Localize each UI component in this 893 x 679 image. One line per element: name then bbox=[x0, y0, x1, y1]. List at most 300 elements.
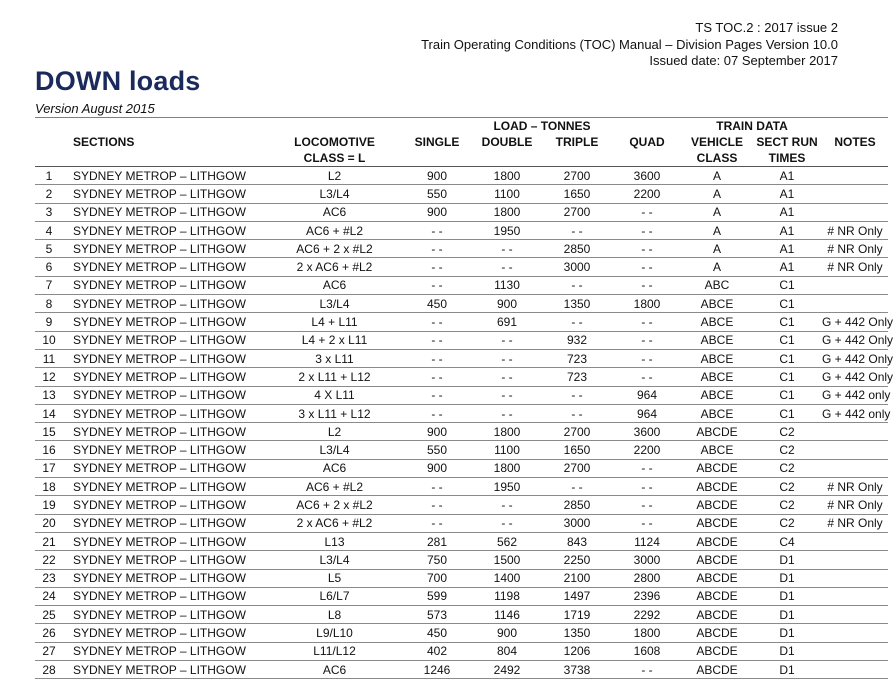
locomotive-class-cell: AC6 bbox=[267, 459, 402, 477]
section-cell: SYDNEY METROP – LITHGOW bbox=[67, 642, 267, 660]
locomotive-class-cell: 2 x AC6 + #L2 bbox=[267, 514, 402, 532]
section-cell: SYDNEY METROP – LITHGOW bbox=[67, 368, 267, 386]
section-cell: SYDNEY METROP – LITHGOW bbox=[67, 606, 267, 624]
quad-load-cell: 1124 bbox=[612, 532, 682, 550]
section-cell: SYDNEY METROP – LITHGOW bbox=[67, 624, 267, 642]
row-number-cell: 6 bbox=[35, 258, 67, 276]
row-number-cell: 24 bbox=[35, 587, 67, 605]
sect-run-time-cell: C1 bbox=[752, 313, 822, 331]
sect-run-time-cell: A1 bbox=[752, 203, 822, 221]
locomotive-class-cell: AC6 + #L2 bbox=[267, 478, 402, 496]
table-row bbox=[35, 404, 888, 422]
notes-cell bbox=[822, 185, 888, 203]
double-load-cell: 900 bbox=[472, 624, 542, 642]
quad-load-cell: 964 bbox=[612, 404, 682, 422]
triple-load-cell: 2700 bbox=[542, 423, 612, 441]
vehicle-class-cell: ABCDE bbox=[682, 551, 752, 569]
row-number-cell: 19 bbox=[35, 496, 67, 514]
sect-times-header: TIMES bbox=[752, 150, 822, 167]
table-row bbox=[35, 569, 888, 587]
table-row bbox=[35, 642, 888, 660]
quad-load-cell: - - bbox=[612, 514, 682, 532]
locomotive-class-cell: AC6 bbox=[267, 203, 402, 221]
document-header bbox=[421, 20, 838, 70]
row-number-cell: 26 bbox=[35, 624, 67, 642]
locomotive-class-cell: L4 + L11 bbox=[267, 313, 402, 331]
quad-load-cell: - - bbox=[612, 221, 682, 239]
double-load-cell: 1950 bbox=[472, 478, 542, 496]
single-load-cell: 550 bbox=[402, 185, 472, 203]
double-load-cell: 1500 bbox=[472, 551, 542, 569]
single-load-cell: 900 bbox=[402, 459, 472, 477]
table-row bbox=[35, 478, 888, 496]
section-cell: SYDNEY METROP – LITHGOW bbox=[67, 331, 267, 349]
vehicle-class-cell: ABCE bbox=[682, 441, 752, 459]
sect-run-time-cell: D1 bbox=[752, 624, 822, 642]
vehicle-class-cell: A bbox=[682, 240, 752, 258]
table-row bbox=[35, 368, 888, 386]
row-number-cell: 9 bbox=[35, 313, 67, 331]
table-row bbox=[35, 587, 888, 605]
notes-cell bbox=[822, 569, 888, 587]
row-number-cell: 27 bbox=[35, 642, 67, 660]
section-cell: SYDNEY METROP – LITHGOW bbox=[67, 404, 267, 422]
double-load-cell: 900 bbox=[472, 295, 542, 313]
notes-cell: # NR Only bbox=[822, 221, 888, 239]
sect-run-time-cell: C2 bbox=[752, 514, 822, 532]
notes-cell: # NR Only bbox=[822, 240, 888, 258]
quad-load-cell: 2800 bbox=[612, 569, 682, 587]
vehicle-class-cell: ABCDE bbox=[682, 624, 752, 642]
single-load-cell: 1246 bbox=[402, 661, 472, 679]
quad-load-cell: 2396 bbox=[612, 587, 682, 605]
vehicle-class-cell: ABCDE bbox=[682, 496, 752, 514]
table-row bbox=[35, 221, 888, 239]
sect-run-time-cell: C1 bbox=[752, 386, 822, 404]
double-load-cell: 1950 bbox=[472, 221, 542, 239]
vehicle-class-cell: A bbox=[682, 185, 752, 203]
row-number-cell: 14 bbox=[35, 404, 67, 422]
double-load-cell: - - bbox=[472, 331, 542, 349]
double-load-cell: 1800 bbox=[472, 203, 542, 221]
quad-load-cell: - - bbox=[612, 349, 682, 367]
quad-load-cell: - - bbox=[612, 496, 682, 514]
vehicle-header: VEHICLE bbox=[690, 135, 743, 149]
section-cell: SYDNEY METROP – LITHGOW bbox=[67, 258, 267, 276]
table-row bbox=[35, 313, 888, 331]
train-data-header: TRAIN DATA bbox=[682, 118, 822, 135]
row-number-cell: 13 bbox=[35, 386, 67, 404]
sect-run-time-cell: C1 bbox=[752, 295, 822, 313]
vehicle-class-header: CLASS bbox=[682, 150, 752, 167]
double-load-cell: - - bbox=[472, 240, 542, 258]
triple-load-cell: 2700 bbox=[542, 459, 612, 477]
double-load-cell: 1100 bbox=[472, 441, 542, 459]
notes-cell: # NR Only bbox=[822, 478, 888, 496]
load-tonnes-header: LOAD – TONNES bbox=[402, 118, 682, 135]
table-row bbox=[35, 386, 888, 404]
triple-load-cell: 723 bbox=[542, 368, 612, 386]
sect-run-time-cell: C1 bbox=[752, 368, 822, 386]
table-row bbox=[35, 295, 888, 313]
manual-title: Train Operating Conditions (TOC) Manual – Division Pages Version 10.0 bbox=[421, 36, 838, 52]
triple-load-cell: - - bbox=[542, 478, 612, 496]
locomotive-class-cell: AC6 bbox=[267, 661, 402, 679]
notes-cell bbox=[822, 295, 888, 313]
vehicle-class-cell: ABCDE bbox=[682, 569, 752, 587]
row-number-cell: 8 bbox=[35, 295, 67, 313]
triple-load-cell: 932 bbox=[542, 331, 612, 349]
sect-run-time-cell: A1 bbox=[752, 240, 822, 258]
notes-cell: G + 442 Only bbox=[822, 331, 888, 349]
sections-header: SECTIONS bbox=[73, 135, 135, 149]
double-load-cell: - - bbox=[472, 368, 542, 386]
table-row bbox=[35, 459, 888, 477]
single-load-cell: - - bbox=[402, 258, 472, 276]
double-load-cell: 1100 bbox=[472, 185, 542, 203]
vehicle-class-cell: A bbox=[682, 258, 752, 276]
section-cell: SYDNEY METROP – LITHGOW bbox=[67, 185, 267, 203]
table-row bbox=[35, 423, 888, 441]
locomotive-class-cell: L6/L7 bbox=[267, 587, 402, 605]
triple-load-cell: 1650 bbox=[542, 185, 612, 203]
sect-run-time-cell: C2 bbox=[752, 496, 822, 514]
locomotive-class-cell: 3 x L11 bbox=[267, 349, 402, 367]
single-load-cell: 402 bbox=[402, 642, 472, 660]
locomotive-class-cell: L11/L12 bbox=[267, 642, 402, 660]
sect-run-time-cell: D1 bbox=[752, 587, 822, 605]
single-load-cell: - - bbox=[402, 221, 472, 239]
quad-load-cell: - - bbox=[612, 203, 682, 221]
quad-header: QUAD bbox=[629, 135, 665, 149]
single-load-cell: - - bbox=[402, 313, 472, 331]
notes-cell: G + 442 Only bbox=[822, 368, 888, 386]
locomotive-class-cell: L9/L10 bbox=[267, 624, 402, 642]
section-cell: SYDNEY METROP – LITHGOW bbox=[67, 514, 267, 532]
sect-run-time-cell: C1 bbox=[752, 349, 822, 367]
triple-load-cell: - - bbox=[542, 276, 612, 294]
single-load-cell: - - bbox=[402, 240, 472, 258]
sect-run-time-cell: C2 bbox=[752, 459, 822, 477]
vehicle-class-cell: ABC bbox=[682, 276, 752, 294]
vehicle-class-cell: ABCE bbox=[682, 349, 752, 367]
section-cell: SYDNEY METROP – LITHGOW bbox=[67, 386, 267, 404]
double-load-cell: - - bbox=[472, 258, 542, 276]
triple-load-cell: 2700 bbox=[542, 203, 612, 221]
locomotive-header: LOCOMOTIVE bbox=[294, 135, 375, 149]
single-load-cell: 450 bbox=[402, 624, 472, 642]
single-load-cell: 700 bbox=[402, 569, 472, 587]
single-load-cell: - - bbox=[402, 386, 472, 404]
single-load-cell: 281 bbox=[402, 532, 472, 550]
notes-cell: # NR Only bbox=[822, 514, 888, 532]
row-number-cell: 20 bbox=[35, 514, 67, 532]
single-load-cell: - - bbox=[402, 514, 472, 532]
sect-run-time-cell: A1 bbox=[752, 221, 822, 239]
double-load-cell: - - bbox=[472, 404, 542, 422]
sect-run-time-cell: C2 bbox=[752, 423, 822, 441]
locomotive-class-cell: 2 x L11 + L12 bbox=[267, 368, 402, 386]
single-load-cell: 573 bbox=[402, 606, 472, 624]
loads-table bbox=[35, 117, 893, 679]
issued-date: Issued date: 07 September 2017 bbox=[649, 53, 838, 68]
section-cell: SYDNEY METROP – LITHGOW bbox=[67, 276, 267, 294]
double-load-cell: 1800 bbox=[472, 423, 542, 441]
row-number-cell: 25 bbox=[35, 606, 67, 624]
sect-run-time-cell: C2 bbox=[752, 441, 822, 459]
quad-load-cell: 2200 bbox=[612, 441, 682, 459]
single-load-cell: 900 bbox=[402, 203, 472, 221]
sect-run-time-cell: C4 bbox=[752, 532, 822, 550]
locomotive-class-cell: 3 x L11 + L12 bbox=[267, 404, 402, 422]
quad-load-cell: - - bbox=[612, 661, 682, 679]
row-number-cell: 7 bbox=[35, 276, 67, 294]
table-row bbox=[35, 606, 888, 624]
locomotive-class-cell: AC6 + #L2 bbox=[267, 221, 402, 239]
row-number-cell: 18 bbox=[35, 478, 67, 496]
table-body bbox=[35, 167, 893, 679]
locomotive-class-cell: L5 bbox=[267, 569, 402, 587]
triple-load-cell: 1719 bbox=[542, 606, 612, 624]
notes-cell bbox=[822, 167, 888, 185]
notes-cell bbox=[822, 661, 888, 679]
triple-load-cell: - - bbox=[542, 386, 612, 404]
notes-cell: G + 442 only bbox=[822, 386, 888, 404]
section-cell: SYDNEY METROP – LITHGOW bbox=[67, 532, 267, 550]
row-number-cell: 22 bbox=[35, 551, 67, 569]
vehicle-class-cell: ABCDE bbox=[682, 514, 752, 532]
table-row bbox=[35, 167, 888, 185]
section-cell: SYDNEY METROP – LITHGOW bbox=[67, 587, 267, 605]
section-cell: SYDNEY METROP – LITHGOW bbox=[67, 203, 267, 221]
section-cell: SYDNEY METROP – LITHGOW bbox=[67, 441, 267, 459]
double-load-cell: 1400 bbox=[472, 569, 542, 587]
row-number-cell: 4 bbox=[35, 221, 67, 239]
locomotive-class-cell: L2 bbox=[267, 423, 402, 441]
single-load-cell: 900 bbox=[402, 167, 472, 185]
quad-load-cell: 1608 bbox=[612, 642, 682, 660]
row-number-cell: 21 bbox=[35, 532, 67, 550]
quad-load-cell: - - bbox=[612, 478, 682, 496]
vehicle-class-cell: ABCE bbox=[682, 295, 752, 313]
triple-load-cell: - - bbox=[542, 404, 612, 422]
section-cell: SYDNEY METROP – LITHGOW bbox=[67, 295, 267, 313]
notes-cell bbox=[822, 606, 888, 624]
row-number-cell: 5 bbox=[35, 240, 67, 258]
sect-run-time-cell: A1 bbox=[752, 167, 822, 185]
double-load-cell: 562 bbox=[472, 532, 542, 550]
section-cell: SYDNEY METROP – LITHGOW bbox=[67, 167, 267, 185]
triple-load-cell: 2250 bbox=[542, 551, 612, 569]
quad-load-cell: 3600 bbox=[612, 423, 682, 441]
quad-load-cell: - - bbox=[612, 276, 682, 294]
sect-run-time-cell: D1 bbox=[752, 606, 822, 624]
triple-load-cell: 843 bbox=[542, 532, 612, 550]
sect-run-time-cell: D1 bbox=[752, 661, 822, 679]
page-title: DOWN loads bbox=[35, 66, 201, 96]
sect-run-header: SECT RUN bbox=[756, 135, 818, 149]
notes-cell bbox=[822, 624, 888, 642]
table-row bbox=[35, 624, 888, 642]
locomotive-class-cell: L8 bbox=[267, 606, 402, 624]
sect-run-time-cell: A1 bbox=[752, 258, 822, 276]
quad-load-cell: - - bbox=[612, 313, 682, 331]
single-load-cell: - - bbox=[402, 496, 472, 514]
sect-run-time-cell: D1 bbox=[752, 551, 822, 569]
row-number-cell: 12 bbox=[35, 368, 67, 386]
notes-cell: # NR Only bbox=[822, 258, 888, 276]
row-number-cell: 2 bbox=[35, 185, 67, 203]
row-number-cell: 17 bbox=[35, 459, 67, 477]
locomotive-class-header: CLASS = L bbox=[267, 150, 402, 167]
locomotive-class-cell: L3/L4 bbox=[267, 441, 402, 459]
table-row bbox=[35, 185, 888, 203]
double-load-cell: 804 bbox=[472, 642, 542, 660]
vehicle-class-cell: ABCDE bbox=[682, 423, 752, 441]
table-row bbox=[35, 276, 888, 294]
notes-header: NOTES bbox=[834, 135, 876, 149]
row-number-cell: 16 bbox=[35, 441, 67, 459]
table-row bbox=[35, 258, 888, 276]
notes-cell bbox=[822, 551, 888, 569]
single-load-cell: 900 bbox=[402, 423, 472, 441]
column-header-row-2 bbox=[35, 150, 888, 167]
section-cell: SYDNEY METROP – LITHGOW bbox=[67, 221, 267, 239]
quad-load-cell: 3600 bbox=[612, 167, 682, 185]
single-load-cell: 450 bbox=[402, 295, 472, 313]
sect-run-time-cell: A1 bbox=[752, 185, 822, 203]
double-load-cell: - - bbox=[472, 386, 542, 404]
column-header-row bbox=[35, 134, 888, 150]
vehicle-class-cell: ABCE bbox=[682, 331, 752, 349]
notes-cell bbox=[822, 532, 888, 550]
locomotive-class-cell: L4 + 2 x L11 bbox=[267, 331, 402, 349]
quad-load-cell: 2200 bbox=[612, 185, 682, 203]
triple-load-cell: 2850 bbox=[542, 496, 612, 514]
sect-run-time-cell: C1 bbox=[752, 276, 822, 294]
double-load-cell: 1130 bbox=[472, 276, 542, 294]
triple-load-cell: 3738 bbox=[542, 661, 612, 679]
double-load-cell: 1800 bbox=[472, 167, 542, 185]
locomotive-class-cell: AC6 + 2 x #L2 bbox=[267, 240, 402, 258]
triple-load-cell: - - bbox=[542, 221, 612, 239]
double-load-cell: 691 bbox=[472, 313, 542, 331]
vehicle-class-cell: ABCDE bbox=[682, 587, 752, 605]
vehicle-class-cell: A bbox=[682, 203, 752, 221]
sect-run-time-cell: C1 bbox=[752, 331, 822, 349]
table-row bbox=[35, 441, 888, 459]
double-load-cell: 2492 bbox=[472, 661, 542, 679]
double-load-cell: - - bbox=[472, 349, 542, 367]
quad-load-cell: 964 bbox=[612, 386, 682, 404]
triple-load-cell: 1206 bbox=[542, 642, 612, 660]
vehicle-class-cell: ABCDE bbox=[682, 478, 752, 496]
section-cell: SYDNEY METROP – LITHGOW bbox=[67, 313, 267, 331]
table-row bbox=[35, 532, 888, 550]
quad-load-cell: 3000 bbox=[612, 551, 682, 569]
section-cell: SYDNEY METROP – LITHGOW bbox=[67, 569, 267, 587]
section-cell: SYDNEY METROP – LITHGOW bbox=[67, 551, 267, 569]
single-load-cell: 750 bbox=[402, 551, 472, 569]
row-number-cell: 23 bbox=[35, 569, 67, 587]
vehicle-class-cell: ABCDE bbox=[682, 532, 752, 550]
single-load-cell: - - bbox=[402, 368, 472, 386]
double-load-cell: - - bbox=[472, 496, 542, 514]
section-cell: SYDNEY METROP – LITHGOW bbox=[67, 459, 267, 477]
sect-run-time-cell: D1 bbox=[752, 569, 822, 587]
table-row bbox=[35, 349, 888, 367]
group-header-row bbox=[35, 118, 888, 135]
notes-cell bbox=[822, 423, 888, 441]
triple-load-cell: 1350 bbox=[542, 624, 612, 642]
table-row bbox=[35, 331, 888, 349]
notes-cell: G + 442 Only bbox=[822, 313, 888, 331]
single-load-cell: - - bbox=[402, 331, 472, 349]
locomotive-class-cell: L2 bbox=[267, 167, 402, 185]
notes-cell: # NR Only bbox=[822, 496, 888, 514]
section-cell: SYDNEY METROP – LITHGOW bbox=[67, 349, 267, 367]
section-cell: SYDNEY METROP – LITHGOW bbox=[67, 240, 267, 258]
quad-load-cell: - - bbox=[612, 331, 682, 349]
quad-load-cell: 2292 bbox=[612, 606, 682, 624]
double-load-cell: 1800 bbox=[472, 459, 542, 477]
row-number-cell: 15 bbox=[35, 423, 67, 441]
vehicle-class-cell: A bbox=[682, 221, 752, 239]
notes-cell bbox=[822, 203, 888, 221]
double-load-cell: 1146 bbox=[472, 606, 542, 624]
quad-load-cell: - - bbox=[612, 368, 682, 386]
notes-cell: G + 442 Only bbox=[822, 349, 888, 367]
table-row bbox=[35, 496, 888, 514]
table-row bbox=[35, 551, 888, 569]
table-row bbox=[35, 514, 888, 532]
table-row bbox=[35, 240, 888, 258]
vehicle-class-cell: ABCDE bbox=[682, 459, 752, 477]
row-number-cell: 11 bbox=[35, 349, 67, 367]
triple-load-cell: 1650 bbox=[542, 441, 612, 459]
vehicle-class-cell: ABCE bbox=[682, 386, 752, 404]
triple-load-cell: 723 bbox=[542, 349, 612, 367]
notes-cell bbox=[822, 642, 888, 660]
notes-cell bbox=[822, 276, 888, 294]
locomotive-class-cell: AC6 bbox=[267, 276, 402, 294]
quad-load-cell: - - bbox=[612, 459, 682, 477]
quad-load-cell: - - bbox=[612, 240, 682, 258]
single-load-cell: - - bbox=[402, 478, 472, 496]
quad-load-cell: 1800 bbox=[612, 624, 682, 642]
section-cell: SYDNEY METROP – LITHGOW bbox=[67, 661, 267, 679]
locomotive-class-cell: 2 x AC6 + #L2 bbox=[267, 258, 402, 276]
vehicle-class-cell: ABCE bbox=[682, 368, 752, 386]
notes-cell: G + 442 only bbox=[822, 404, 888, 422]
vehicle-class-cell: ABCDE bbox=[682, 642, 752, 660]
sect-run-time-cell: D1 bbox=[752, 642, 822, 660]
double-load-cell: - - bbox=[472, 514, 542, 532]
quad-load-cell: - - bbox=[612, 258, 682, 276]
vehicle-class-cell: ABCDE bbox=[682, 661, 752, 679]
triple-load-cell: - - bbox=[542, 313, 612, 331]
single-load-cell: - - bbox=[402, 276, 472, 294]
version-label: Version August 2015 bbox=[35, 101, 155, 116]
single-load-cell: - - bbox=[402, 349, 472, 367]
triple-load-cell: 2850 bbox=[542, 240, 612, 258]
locomotive-class-cell: L3/L4 bbox=[267, 551, 402, 569]
row-number-cell: 28 bbox=[35, 661, 67, 679]
vehicle-class-cell: ABCE bbox=[682, 404, 752, 422]
vehicle-class-cell: A bbox=[682, 167, 752, 185]
locomotive-class-cell: AC6 + 2 x #L2 bbox=[267, 496, 402, 514]
notes-cell bbox=[822, 459, 888, 477]
